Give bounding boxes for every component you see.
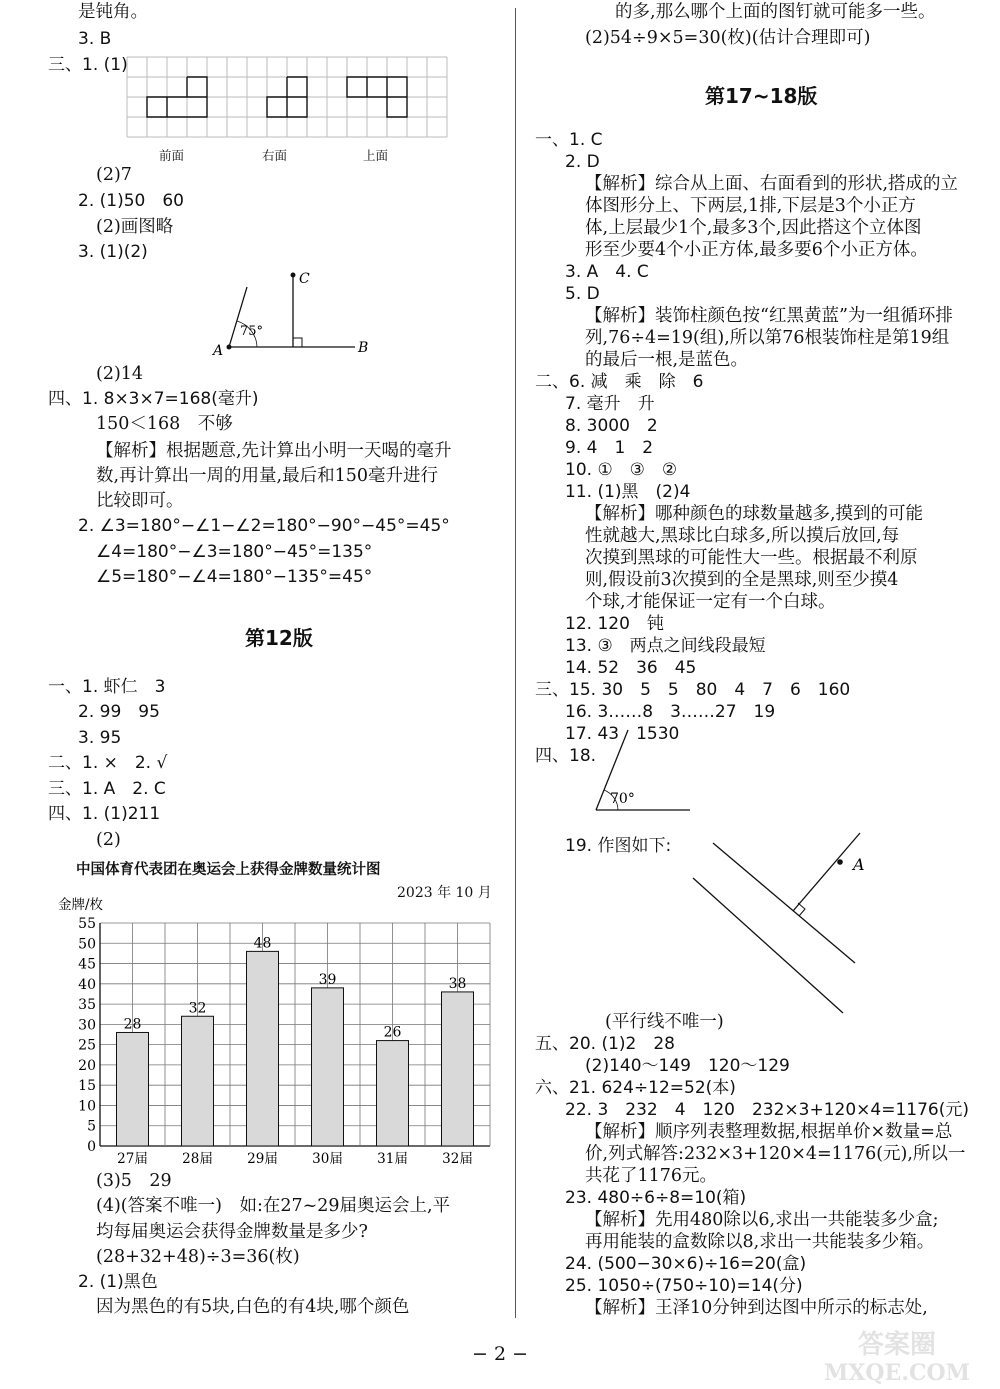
view-label-right: 右面 — [262, 148, 288, 163]
y-tick-label: 30 — [78, 1017, 96, 1034]
answer-line: 10. ① ③ ② — [565, 460, 678, 480]
analysis-line: 体,上层最少1个,最多3个,因此搭这个立体图 — [585, 218, 922, 238]
bar-value-label: 48 — [253, 935, 272, 952]
analysis-line: 列,76÷4=19(组),所以第76根装饰柱是第19组 — [585, 328, 950, 348]
y-tick-label: 45 — [78, 956, 96, 973]
analysis-line: 共花了1176元。 — [585, 1166, 718, 1186]
answer-line: 3. A 4. C — [565, 262, 649, 282]
answer-line: 14. 52 36 45 — [565, 658, 697, 678]
answer-line: 三、15. 30 5 5 80 4 7 6 160 — [535, 680, 851, 700]
text-line: (2)54÷9×5=30(枚)(估计合理即可) — [585, 28, 871, 48]
analysis-line: 【解析】哪种颜色的球数量越多,摸到的可能 — [585, 504, 924, 524]
answer-line: (3)5 29 — [96, 1171, 172, 1191]
analysis-line: 【解析】顺序列表整理数据,根据单价×数量=总 — [585, 1122, 953, 1142]
answer-line: (2)画图略 — [96, 217, 174, 237]
text-line: 是钝角。 — [78, 2, 148, 22]
view-label-front: 前面 — [159, 148, 185, 163]
y-tick-label: 10 — [78, 1098, 96, 1115]
answer-line: (2)14 — [96, 364, 144, 384]
answer-line: 四、18. — [535, 746, 597, 766]
answer-line: 16. 3……8 3……27 19 — [565, 702, 776, 722]
analysis-line: 【解析】根据题意,先计算出小明一天喝的毫升 — [96, 441, 452, 461]
watermark-bottom: MXQE.COM — [823, 1360, 971, 1385]
analysis-line: 形至少要4个小正方体,最多要6个小正方体。 — [585, 240, 928, 260]
answer-line: 一、1. C — [535, 130, 603, 150]
point-B-label: B — [358, 340, 369, 356]
answer-line: (4)(答案不唯一) 如:在27~29届奥运会上,平 — [96, 1196, 451, 1216]
answer-line: 23. 480÷6÷8=10(箱) — [565, 1188, 747, 1208]
answer-line: 五、20. (1)2 28 — [535, 1034, 675, 1054]
bar-value-label: 26 — [383, 1024, 402, 1041]
y-tick-label: 40 — [78, 976, 96, 993]
x-tick-label: 30届 — [312, 1151, 343, 1167]
y-tick-label: 5 — [87, 1118, 96, 1135]
point-C-label: C — [299, 271, 310, 287]
answer-line: (2)7 — [96, 165, 132, 185]
answer-line: 17. 43 1530 — [565, 724, 680, 744]
answer-line: (2)140～149 120～129 — [585, 1056, 790, 1076]
analysis-line: 的最后一根,是蓝色。 — [585, 350, 749, 370]
page-number: − 2 − — [471, 1343, 528, 1365]
bar — [182, 1016, 214, 1146]
answer-line: 5. D — [565, 284, 600, 304]
y-tick-label: 15 — [78, 1078, 96, 1095]
y-tick-label: 50 — [78, 936, 96, 953]
answer-line: 2. (1)黑色 — [78, 1272, 158, 1292]
chart-date: 2023 年 10 月 — [397, 885, 492, 901]
bar-value-label: 32 — [188, 1000, 207, 1017]
analysis-line: 个球,才能保证一定有一个白球。 — [585, 592, 836, 612]
answer-line: 3. 95 — [78, 728, 122, 748]
column-divider — [515, 8, 516, 1318]
x-tick-label: 29届 — [247, 1151, 278, 1167]
answer-line: 9. 4 1 2 — [565, 438, 654, 458]
analysis-line: 则,假设前3次摸到的全是黑球,则至少摸4 — [585, 570, 899, 590]
bar — [442, 992, 474, 1146]
bar — [377, 1041, 409, 1146]
bar — [312, 988, 344, 1146]
analysis-line: 【解析】王泽10分钟到达图中所示的标志处, — [585, 1298, 928, 1318]
analysis-line: 数,再计算出一周的用量,最后和150毫升进行 — [96, 466, 439, 486]
analysis-line: 价,列式解答:232×3+120×4=1176(元),所以一 — [585, 1144, 966, 1164]
note-line: (平行线不唯一) — [605, 1012, 724, 1032]
answer-line: 19. 作图如下: — [565, 836, 672, 856]
answer-line: (28+32+48)÷3=36(枚) — [96, 1247, 300, 1267]
section-title-12: 第12版 — [245, 626, 313, 650]
answer-line: 8. 3000 2 — [565, 416, 658, 436]
watermark-top: 答案圈 — [857, 1330, 937, 1360]
analysis-line: 比较即可。 — [96, 491, 184, 511]
text-line: 的多,那么哪个上面的图钉就可能多一些。 — [615, 2, 936, 22]
angle-75-label: 75° — [240, 324, 264, 339]
analysis-line: 再用能装的盒数除以8,求出一共能装多少箱。 — [585, 1232, 935, 1252]
y-tick-label: 55 — [78, 916, 96, 932]
analysis-line: 【解析】综合从上面、右面看到的形状,搭成的立 — [585, 174, 959, 194]
analysis-line: 次摸到黑球的可能性大一些。根据最不利原 — [585, 548, 918, 568]
answer-line: 22. 3 232 4 120 232×3+120×4=1176(元) — [565, 1100, 969, 1120]
bar-value-label: 38 — [448, 975, 467, 992]
answer-line: 3. B — [78, 29, 112, 49]
top-view-shape — [347, 77, 407, 117]
answer-line: 2. ∠3=180°−∠1−∠2=180°−90°−45°=45° — [78, 516, 450, 536]
bar — [247, 951, 279, 1146]
bar — [117, 1032, 149, 1146]
answer-line: 一、1. 虾仁 3 — [48, 677, 166, 697]
answer-line: 二、1. × 2. √ — [48, 753, 168, 773]
answer-line: 150＜168 不够 — [96, 414, 233, 434]
analysis-line: 【解析】先用480除以6,求出一共能装多少盒; — [585, 1210, 939, 1230]
x-tick-label: 32届 — [442, 1151, 473, 1167]
answer-line: 2. D — [565, 152, 600, 172]
front-view-shape — [147, 77, 207, 117]
answer-line: (2) — [96, 830, 121, 850]
analysis-line: 性就越大,黑球比白球多,所以摸后放回,每 — [585, 526, 900, 546]
x-tick-label: 27届 — [117, 1151, 148, 1167]
answer-line: 四、1. (1)211 — [48, 804, 161, 824]
site-watermark — [805, 1325, 990, 1385]
answer-line: 六、21. 624÷12=52(本) — [535, 1078, 736, 1098]
chart-title: 中国体育代表团在奥运会上获得金牌数量统计图 — [76, 862, 381, 878]
answer-line: 三、1. A 2. C — [48, 779, 166, 799]
answer-line: ∠5=180°−∠4=180°−135°=45° — [96, 567, 373, 587]
x-tick-label: 28届 — [182, 1151, 213, 1167]
answer-line: ∠4=180°−∠3=180°−45°=135° — [96, 542, 373, 562]
point-A-label: A — [853, 855, 865, 874]
answer-line: 12. 120 钝 — [565, 614, 664, 634]
bar-value-label: 39 — [318, 971, 337, 988]
x-tick-label: 31届 — [377, 1151, 408, 1167]
angle-70-label: 70° — [610, 791, 635, 807]
section-four-1: 四、1. 8×3×7=168(毫升) — [48, 389, 259, 409]
answer-line: 11. (1)黑 (2)4 — [565, 482, 691, 502]
y-tick-label: 20 — [78, 1057, 96, 1074]
y-axis-label: 金牌/枚 — [58, 897, 104, 913]
section-title-17-18: 第17~18版 — [705, 84, 818, 108]
answer-line: 均每届奥运会获得金牌数量是多少? — [96, 1222, 368, 1242]
y-tick-label: 0 — [87, 1139, 96, 1155]
y-tick-label: 25 — [78, 1037, 96, 1054]
answer-line: 因为黑色的有5块,白色的有4块,哪个颜色 — [96, 1297, 410, 1317]
bar-value-label: 28 — [123, 1016, 142, 1033]
analysis-line: 【解析】装饰柱颜色按“红黑黄蓝”为一组循环排 — [585, 306, 953, 326]
answer-line: 25. 1050÷(750÷10)=14(分) — [565, 1276, 803, 1296]
answer-line: 3. (1)(2) — [78, 242, 148, 262]
y-tick-label: 35 — [78, 997, 96, 1014]
answer-line: 2. (1)50 60 — [78, 191, 184, 211]
answer-line: 24. (500−30×6)÷16=20(盒) — [565, 1254, 807, 1274]
parallel-perpendicular-figure — [683, 828, 883, 1018]
right-view-shape — [267, 77, 307, 117]
point-A-label: A — [213, 343, 224, 359]
angle-figure — [205, 265, 375, 360]
view-label-top: 上面 — [363, 148, 389, 163]
answer-line: 2. 99 95 — [78, 702, 160, 722]
answer-line: 13. ③ 两点之间线段最短 — [565, 636, 766, 656]
angle-70-figure — [590, 728, 700, 818]
gold-medal-bar-chart — [40, 893, 500, 1173]
section-three-1: 三、1. (1) — [48, 55, 128, 75]
answer-line: 7. 毫升 升 — [565, 394, 655, 414]
answer-line: 二、6. 减 乘 除 6 — [535, 372, 704, 392]
analysis-line: 体图形分上、下两层,1排,下层是3个小正方 — [585, 196, 916, 216]
